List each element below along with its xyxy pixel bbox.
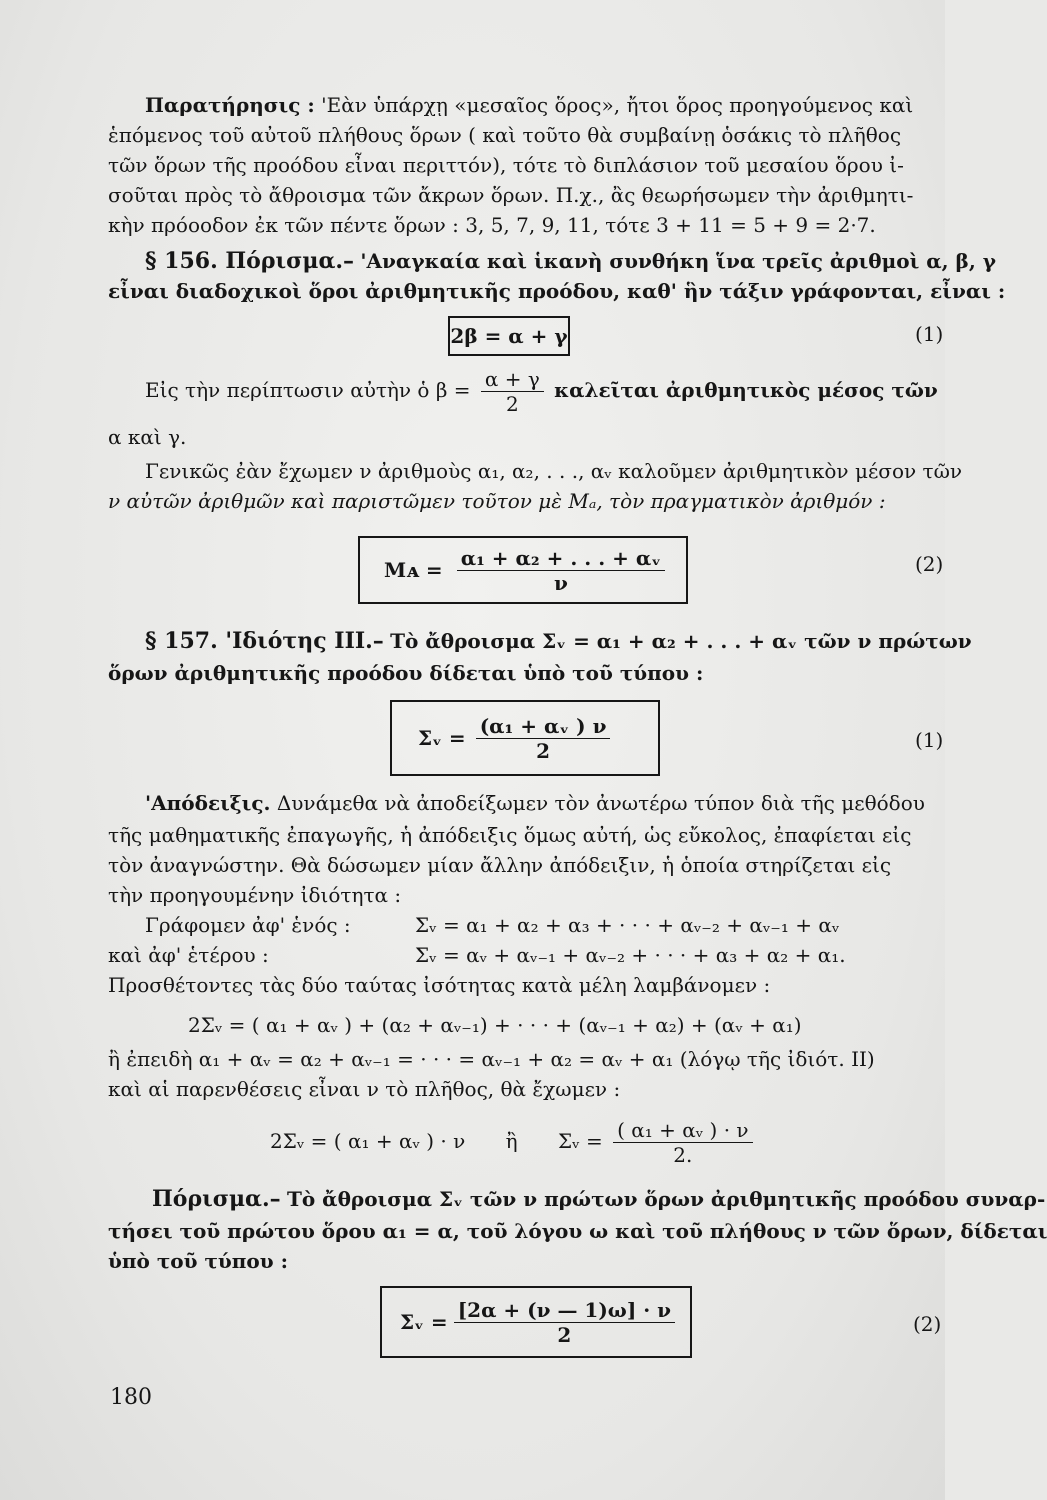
proof-line-3: τὸν ἀναγνώστην. Θὰ δώσωμεν μίαν ἄλλην ἀπόδειξιν, ἡ ὁποία στηρίζεται εἰς bbox=[108, 853, 892, 877]
proof-heading: 'Απόδειξις. bbox=[145, 791, 271, 815]
page-number: 180 bbox=[110, 1385, 152, 1410]
write-line-1: Γράφομεν ἀφ' ἑνός : Σᵥ = α₁ + α₂ + α₃ + · · · + αᵥ₋₂ + αᵥ₋₁ + αᵥ bbox=[145, 913, 840, 937]
corollary-heading: Πόρισμα.– bbox=[152, 1186, 281, 1212]
equation-number: (2) bbox=[915, 552, 944, 576]
remark-line-1: Παρατήρησις : 'Εὰν ὑπάρχῃ «μεσαῖος ὅρος», ἤτοι ὅρος προηγούμενος καὶ bbox=[145, 93, 914, 117]
proof-line-6: ἢ ἐπειδὴ α₁ + αᵥ = α₂ + αᵥ₋₁ = · · · = αᵥ₋₁ + α₂ = αᵥ + α₁ (λόγῳ τῆς ἰδιότ. ΙΙ) bbox=[108, 1047, 875, 1071]
equation-number: (1) bbox=[915, 728, 944, 752]
remark-line-3: τῶν ὅρων τῆς προόδου εἶναι περιττόν), τότε τὸ διπλάσιον τοῦ μεσαίου ὅρου ἰ- bbox=[108, 153, 904, 177]
fraction: $\frac{[2\alpha + (\nu — 1)\omega] \cdot \nu}{2}$ bbox=[454, 1298, 675, 1347]
section-157-heading: § 157. 'Ιδιότης ΙΙΙ.– Τὸ ἄθροισμα Σᵥ = α₁ + α₂ + . . . + αᵥ τῶν ν πρώτων bbox=[145, 628, 972, 654]
section-156-title: § 156. Πόρισμα.– bbox=[145, 248, 355, 274]
arith-mean-end: α καὶ γ. bbox=[108, 425, 187, 449]
formula-box-corollary: Σᵥ = $\frac{[2\alpha + (\nu — 1)\omega] \cdot \nu}{2}$ bbox=[380, 1286, 692, 1358]
proof-line-7: καὶ αἱ παρενθέσεις εἶναι ν τὸ πλῆθος, θὰ ἔχωμεν : bbox=[108, 1077, 621, 1101]
section-157-title: § 157. 'Ιδιότης ΙΙΙ.– bbox=[145, 628, 384, 654]
corollary-line-1: Πόρισμα.– Τὸ ἄθροισμα Σᵥ τῶν ν πρώτων ὅρων ἀριθμητικῆς προόδου συναρ- bbox=[152, 1186, 1046, 1212]
write-line-2: καὶ ἀφ' ἑτέρου : Σᵥ = αᵥ + αᵥ₋₁ + αᵥ₋₂ + · · · + α₃ + α₂ + α₁. bbox=[108, 943, 846, 967]
remark-line-5: κὴν πρόοοδον ἐκ τῶν πέντε ὅρων : 3, 5, 7, 9, 11, τότε 3 + 11 = 5 + 9 = 2·7. bbox=[108, 213, 876, 237]
corollary-line-2: τήσει τοῦ πρώτου ὅρου α₁ = α, τοῦ λόγου ω καὶ τοῦ πλήθους ν τῶν ὅρων, δίδεται bbox=[108, 1219, 1047, 1243]
formula-box-mean: Mᴀ = $\frac{\text{α₁ + α₂ + . . . + αᵥ}}{\nu}$ bbox=[358, 536, 688, 604]
general-line-2: ν αὐτῶν ἀριθμῶν καὶ παριστῶμεν τοῦτον μὲ Mₐ, τὸν πραγματικὸν ἀριθμόν : bbox=[108, 489, 886, 513]
fraction: $\frac{\alpha + \gamma}{2}$ bbox=[481, 367, 544, 416]
proof-line-4: τὴν προηγουμένην ἰδιότητα : bbox=[108, 883, 402, 907]
section-156-line-2: εἶναι διαδοχικοὶ ὅροι ἀριθμητικῆς προόδου, καθ' ἣν τάξιν γράφονται, εἶναι : bbox=[108, 279, 1006, 303]
proof-line-5: Προσθέτοντες τὰς δύο ταύτας ἰσότητας κατὰ μέλη λαμβάνομεν : bbox=[108, 973, 771, 997]
remark-heading: Παρατήρησις : bbox=[145, 93, 315, 117]
remark-line-4: σοῦται πρὸς τὸ ἄθροισμα τῶν ἄκρων ὅρων. Π.χ., ἂς θεωρήσωμεν τὴν ἀριθμητι- bbox=[108, 183, 914, 207]
fraction: $\frac{\text{( α₁ + αᵥ ) · ν}}{2.}$ bbox=[613, 1118, 753, 1167]
arith-mean-line: Εἰς τὴν περίπτωσιν αὐτὴν ὁ β = $\frac{\alpha + \gamma}{2}$ καλεῖται ἀριθμητικὸς μέσος τῶν bbox=[145, 367, 938, 416]
sum-equation: 2Σᵥ = ( α₁ + αᵥ ) + (α₂ + αᵥ₋₁) + · · · + (αᵥ₋₁ + α₂) + (αᵥ + α₁) bbox=[188, 1013, 802, 1037]
equation-number: (2) bbox=[913, 1312, 942, 1336]
fraction: $\frac{\text{(α₁ + αᵥ ) ν}}{2}$ bbox=[476, 714, 611, 763]
section-157-line-2: ὅρων ἀριθμητικῆς προόδου δίδεται ὑπὸ τοῦ τύπου : bbox=[108, 661, 704, 685]
equation-number: (1) bbox=[915, 322, 944, 346]
remark-line-2: ἑπόμενος τοῦ αὐτοῦ πλήθους ὅρων ( καὶ τοῦτο θὰ συμβαίνῃ ὁσάκις τὸ πλῆθος bbox=[108, 123, 902, 147]
proof-line-2: τῆς μαθηματικῆς ἐπαγωγῆς, ἡ ἀπόδειξις ὅμως αὐτή, ὡς εὔκολος, ἐπαφίεται εἰς bbox=[108, 823, 912, 847]
formula-box-sum: Σᵥ = $\frac{\text{(α₁ + αᵥ ) ν}}{2}$ bbox=[390, 700, 660, 776]
formula-box-2b: 2β = α + γ bbox=[448, 316, 570, 356]
section-156-heading: § 156. Πόρισμα.– 'Αναγκαία καὶ ἱκανὴ συνθήκη ἵνα τρεῖς ἀριθμοὶ α, β, γ bbox=[145, 248, 996, 274]
corollary-line-3: ὑπὸ τοῦ τύπου : bbox=[108, 1249, 288, 1273]
final-equation: 2Σᵥ = ( α₁ + αᵥ ) · ν ἢ Σᵥ = $\frac{\text{( α₁ + αᵥ ) · ν}}{2.}$ bbox=[270, 1118, 757, 1167]
fraction: $\frac{\text{α₁ + α₂ + . . . + αᵥ}}{\nu}$ bbox=[457, 546, 665, 595]
proof-line-1: 'Απόδειξις. Δυνάμεθα νὰ ἀποδείξωμεν τὸν ἀνωτέρω τύπον διὰ τῆς μεθόδου bbox=[145, 791, 925, 815]
general-line-1: Γενικῶς ἐὰν ἔχωμεν ν ἀριθμοὺς α₁, α₂, . . ., αᵥ καλοῦμεν ἀριθμητικὸν μέσον τῶν bbox=[145, 459, 963, 483]
